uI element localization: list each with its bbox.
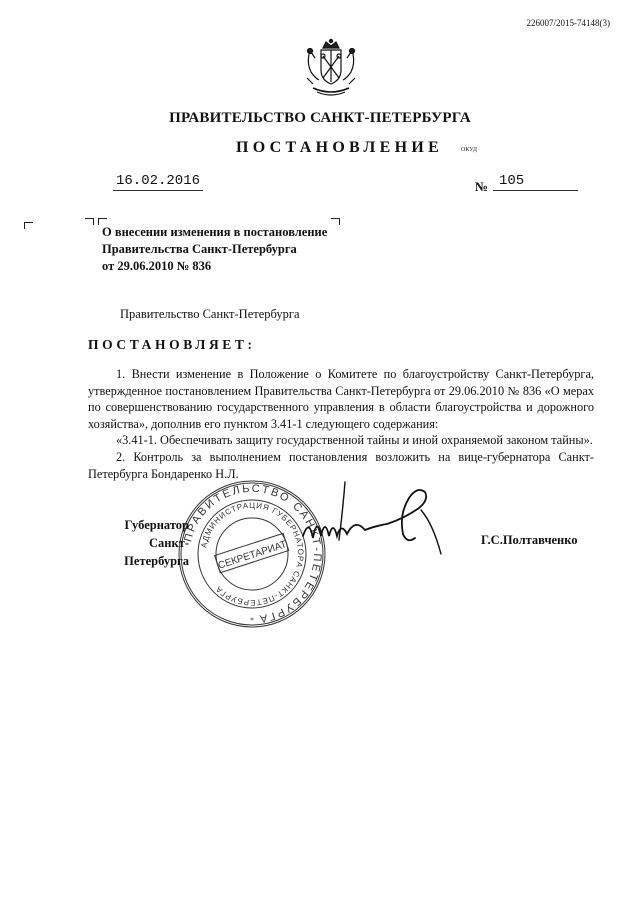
corner-mark-left — [24, 222, 33, 229]
subject-line-2: Правительства Санкт-Петербурга — [102, 242, 297, 256]
svg-text:СЕКРЕТАРИАТ: СЕКРЕТАРИАТ — [216, 539, 289, 572]
organization-name: ПРАВИТЕЛЬСТВО САНКТ-ПЕТЕРБУРГА — [169, 110, 471, 126]
document-number: 105 — [493, 173, 578, 191]
document-body — [88, 366, 594, 482]
document-id: 226007/2015-74148(3) — [526, 18, 610, 28]
intro-text: Правительство Санкт-Петербурга — [120, 307, 300, 321]
decree-word: ПОСТАНОВЛЯЕТ: — [88, 337, 256, 352]
signatory-title-line-2: Санкт-Петербурга — [124, 536, 189, 568]
document-date: 16.02.2016 — [113, 173, 203, 191]
paragraph-2: 2. Контроль за выполнением постановления возложить на вице-губернатора Санкт-Петербурга Бондаренко Н.Л. — [88, 449, 594, 481]
okud-label: ОКУД — [461, 147, 477, 153]
svg-text:ПРАВИТЕЛЬСТВО САНКТ-ПЕТЕРБУРГА: ПРАВИТЕЛЬСТВО САНКТ-ПЕТЕРБУРГА — [182, 482, 324, 625]
coat-of-arms-icon — [303, 38, 359, 100]
subject-line-3: от 29.06.2010 № 836 — [102, 259, 212, 273]
subject-line-1: О внесении изменения в постановление — [102, 225, 328, 239]
handwritten-signature — [295, 478, 455, 558]
paragraph-1: 1. Внести изменение в Положение о Комитете по благоустройству Санкт-Петербурга, утвержденное постановлением Правительства Санкт-Петербурга от 29.06.2010 № 836 «О мерах по совершенствованию государственного управления в области благоустройства и дорожного хозяйства», дополнив его пунктом 3.41-1 следующего содержания: — [88, 367, 594, 431]
corner-mark-top-left — [85, 218, 94, 225]
corner-mark-top-right — [331, 218, 340, 225]
signatory-name: Г.С.Полтавченко — [481, 533, 578, 547]
number-label: № — [475, 179, 489, 194]
signatory-title — [89, 516, 189, 570]
signatory-title-line-1: Губернатор — [124, 518, 189, 532]
document-type-title: ПОСТАНОВЛЕНИЕ — [236, 139, 444, 156]
document-subject — [102, 224, 327, 275]
svg-text:*: * — [250, 616, 254, 625]
paragraph-quote: «3.41-1. Обеспечивать защиту государственной тайны и иной охраняемой законом тайны». — [116, 433, 593, 448]
svg-text:АДМИНИСТРАЦИЯ ГУБЕРНАТОРА САНК: АДМИНИСТРАЦИЯ ГУБЕРНАТОРА САНКТ-ПЕТЕРБУРГА — [199, 500, 306, 608]
